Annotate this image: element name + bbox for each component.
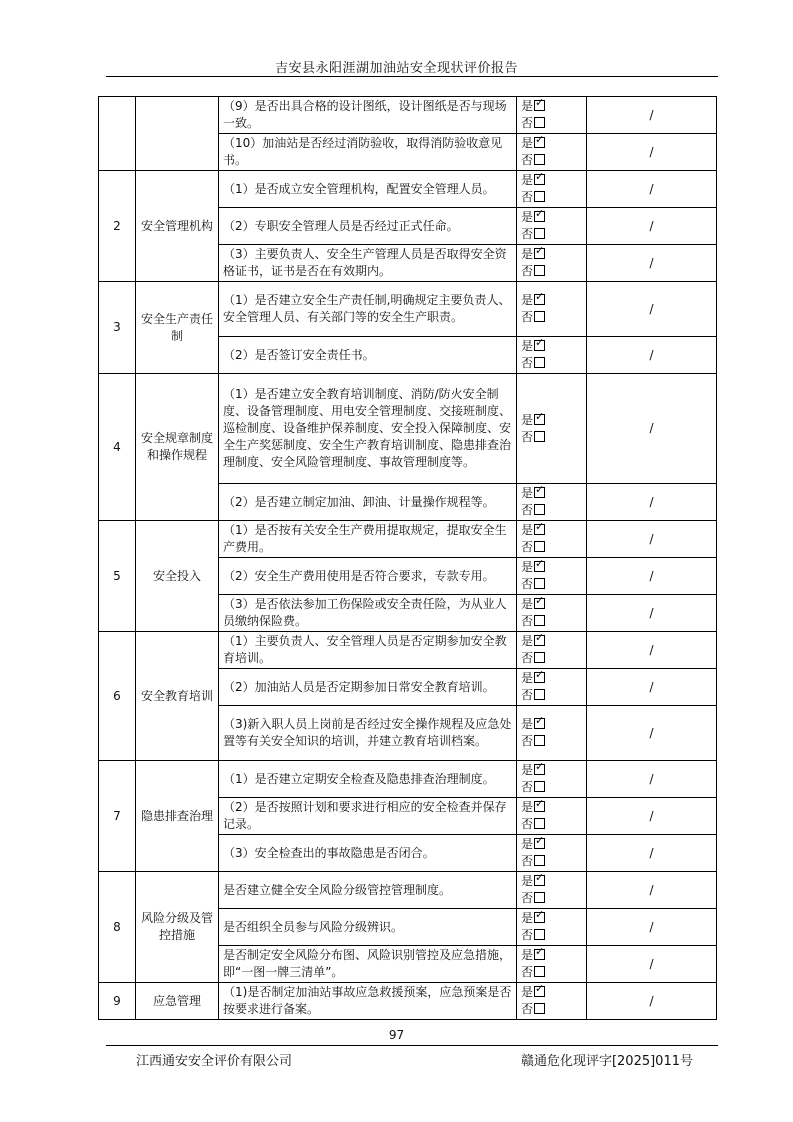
no-checkbox[interactable] — [534, 228, 545, 239]
no-checkbox[interactable] — [534, 311, 545, 322]
no-checkbox[interactable] — [534, 855, 545, 866]
yes-checkbox[interactable] — [534, 875, 545, 886]
table-row — [99, 632, 717, 669]
footer-company: 江西通安安全评价有限公司 — [136, 1054, 293, 1069]
footer-doc-code: 赣通危化现评字[2025]011号 — [520, 1054, 693, 1069]
yes-checkbox[interactable] — [534, 487, 545, 498]
yes-label: 是 — [521, 671, 534, 685]
remark-cell: / — [587, 134, 717, 171]
no-label: 否 — [521, 614, 534, 628]
yes-label: 是 — [521, 717, 534, 731]
remark-cell: / — [587, 798, 717, 835]
check-item-text: （2）加油站人员是否定期参加日常安全教育培训。 — [219, 669, 517, 706]
no-label: 否 — [521, 356, 534, 370]
result-cell — [517, 595, 587, 632]
no-checkbox[interactable] — [534, 892, 545, 903]
no-label: 否 — [521, 734, 534, 748]
row-number-cell: 8 — [99, 872, 136, 983]
check-item-text: （9）是否出具合格的设计图纸，设计图纸是否与现场一致。 — [219, 97, 517, 134]
check-item-text: （3）是否依法参加工伤保险或安全责任险，为从业人员缴纳保险费。 — [219, 595, 517, 632]
check-item-text: （1）是否建立安全生产责任制,明确规定主要负责人、安全管理人员、有关部门等的安全生产职责。 — [219, 282, 517, 337]
category-cell: 安全教育培训 — [136, 632, 219, 761]
yes-checkbox[interactable] — [534, 414, 545, 425]
table-row — [99, 761, 717, 798]
yes-label: 是 — [521, 247, 534, 261]
check-item-text: （2）是否建立制定加油、卸油、计量操作规程等。 — [219, 484, 517, 521]
result-cell — [517, 134, 587, 171]
yes-checkbox[interactable] — [534, 986, 545, 997]
result-cell — [517, 245, 587, 282]
result-cell — [517, 208, 587, 245]
row-number-cell: 4 — [99, 374, 136, 521]
row-number-cell: 2 — [99, 171, 136, 282]
remark-cell: / — [587, 595, 717, 632]
remark-cell: / — [587, 97, 717, 134]
no-checkbox[interactable] — [534, 735, 545, 746]
table-row — [99, 171, 717, 208]
yes-checkbox[interactable] — [534, 801, 545, 812]
yes-label: 是 — [521, 412, 534, 427]
result-cell — [517, 97, 587, 134]
yes-checkbox[interactable] — [534, 949, 545, 960]
row-number-cell: 7 — [99, 761, 136, 872]
category-cell: 安全投入 — [136, 521, 219, 632]
yes-label: 是 — [521, 293, 534, 307]
result-cell — [517, 282, 587, 337]
yes-checkbox[interactable] — [534, 718, 545, 729]
yes-checkbox[interactable] — [534, 635, 545, 646]
check-item-text: （10）加油站是否经过消防验收，取得消防验收意见书。 — [219, 134, 517, 171]
remark-cell: / — [587, 245, 717, 282]
check-item-text: （3）安全检查出的事故隐患是否闭合。 — [219, 835, 517, 872]
remark-cell: / — [587, 669, 717, 706]
row-number-cell: 3 — [99, 282, 136, 374]
result-cell — [517, 171, 587, 208]
table-row — [99, 374, 717, 484]
table-row — [99, 983, 717, 1020]
yes-checkbox[interactable] — [534, 764, 545, 775]
category-cell: 应急管理 — [136, 983, 219, 1020]
no-checkbox[interactable] — [534, 1003, 545, 1014]
result-cell — [517, 374, 587, 484]
yes-checkbox[interactable] — [534, 561, 545, 572]
yes-checkbox[interactable] — [534, 912, 545, 923]
no-label: 否 — [521, 817, 534, 831]
check-item-text: （1）是否建立定期安全检查及隐患排查治理制度。 — [219, 761, 517, 798]
report-header-title: 吉安县永阳涯湖加油站安全现状评价报告 — [274, 61, 518, 76]
no-checkbox[interactable] — [534, 818, 545, 829]
no-label: 否 — [521, 116, 534, 130]
result-cell — [517, 798, 587, 835]
yes-label: 是 — [521, 99, 534, 113]
no-label: 否 — [521, 540, 534, 554]
check-item-text: 是否建立健全安全风险分级管控管理制度。 — [219, 872, 517, 909]
yes-label: 是 — [521, 339, 534, 353]
no-checkbox[interactable] — [534, 689, 545, 700]
result-cell — [517, 521, 587, 558]
yes-label: 是 — [521, 634, 534, 648]
remark-cell: / — [587, 374, 717, 484]
no-checkbox[interactable] — [534, 541, 545, 552]
category-cell: 风险分级及管控措施 — [136, 872, 219, 983]
no-checkbox[interactable] — [534, 781, 545, 792]
check-item-text: 是否制定安全风险分布图、风险识别管控及应急措施，即“一图一牌三清单”。 — [219, 946, 517, 983]
check-item-text: （1）是否成立安全管理机构，配置安全管理人员。 — [219, 171, 517, 208]
evaluation-checklist-table — [98, 96, 717, 1020]
result-cell — [517, 706, 587, 761]
page-number: 97 — [388, 1028, 405, 1042]
check-item-text: （2）是否签订安全责任书。 — [219, 337, 517, 374]
remark-cell: / — [587, 835, 717, 872]
no-label: 否 — [521, 854, 534, 868]
remark-cell: / — [587, 484, 717, 521]
yes-checkbox[interactable] — [534, 598, 545, 609]
check-item-text: （1）主要负责人、安全管理人员是否定期参加安全教育培训。 — [219, 632, 517, 669]
category-cell: 安全管理机构 — [136, 171, 219, 282]
no-label: 否 — [521, 153, 534, 167]
no-checkbox[interactable] — [534, 615, 545, 626]
yes-label: 是 — [521, 560, 534, 574]
row-number-cell: 6 — [99, 632, 136, 761]
yes-label: 是 — [521, 837, 534, 851]
no-checkbox[interactable] — [534, 431, 545, 442]
remark-cell: / — [587, 282, 717, 337]
result-cell — [517, 632, 587, 669]
remark-cell: / — [587, 983, 717, 1020]
no-checkbox[interactable] — [534, 578, 545, 589]
remark-cell: / — [587, 558, 717, 595]
no-label: 否 — [521, 310, 534, 324]
check-item-text: （2）是否按照计划和要求进行相应的安全检查并保存记录。 — [219, 798, 517, 835]
result-cell — [517, 761, 587, 798]
check-item-text: （2）专职安全管理人员是否经过正式任命。 — [219, 208, 517, 245]
check-item-text: （2）安全生产费用使用是否符合要求，专款专用。 — [219, 558, 517, 595]
result-cell — [517, 872, 587, 909]
yes-checkbox[interactable] — [534, 211, 545, 222]
yes-checkbox[interactable] — [534, 838, 545, 849]
yes-label: 是 — [521, 173, 534, 187]
check-item-text: （3)新入职人员上岗前是否经过安全操作规程及应急处置等有关安全知识的培训，并建立教育培训档案。 — [219, 706, 517, 761]
remark-cell: / — [587, 632, 717, 669]
no-label: 否 — [521, 190, 534, 204]
result-cell — [517, 337, 587, 374]
no-label: 否 — [521, 965, 534, 979]
no-label: 否 — [521, 928, 534, 942]
table-row — [99, 521, 717, 558]
table-row — [99, 282, 717, 337]
result-cell — [517, 558, 587, 595]
yes-checkbox[interactable] — [534, 100, 545, 111]
yes-label: 是 — [521, 874, 534, 888]
yes-checkbox[interactable] — [534, 340, 545, 351]
yes-label: 是 — [521, 523, 534, 537]
no-label: 否 — [521, 503, 534, 517]
no-checkbox[interactable] — [534, 265, 545, 276]
yes-checkbox[interactable] — [534, 248, 545, 259]
check-item-text: 是否组织全员参与风险分级辨识。 — [219, 909, 517, 946]
remark-cell: / — [587, 872, 717, 909]
check-item-text: （1）是否按有关安全生产费用提取规定，提取安全生产费用。 — [219, 521, 517, 558]
row-number-cell — [99, 97, 136, 171]
no-label: 否 — [521, 227, 534, 241]
yes-label: 是 — [521, 597, 534, 611]
yes-label: 是 — [521, 136, 534, 150]
no-label: 否 — [521, 688, 534, 702]
no-checkbox[interactable] — [534, 929, 545, 940]
remark-cell: / — [587, 946, 717, 983]
result-cell — [517, 669, 587, 706]
no-checkbox[interactable] — [534, 357, 545, 368]
result-cell — [517, 983, 587, 1020]
remark-cell: / — [587, 761, 717, 798]
check-item-text: （1）是否建立安全教育培训制度、消防/防火安全制度、设备管理制度、用电安全管理制度、交接班制度、巡检制度、设备维护保养制度、安全投入保障制度、安全生产奖惩制度、安全生产教育培训制度、隐患排查治理制度、安全风险管理制度、事故管理制度等。 — [219, 374, 517, 484]
no-label: 否 — [521, 264, 534, 278]
yes-label: 是 — [521, 763, 534, 777]
no-label: 否 — [521, 780, 534, 794]
no-checkbox[interactable] — [534, 191, 545, 202]
yes-label: 是 — [521, 486, 534, 500]
remark-cell: / — [587, 521, 717, 558]
remark-cell: / — [587, 909, 717, 946]
yes-checkbox[interactable] — [534, 174, 545, 185]
result-cell — [517, 946, 587, 983]
yes-checkbox[interactable] — [534, 672, 545, 683]
row-number-cell: 9 — [99, 983, 136, 1020]
no-checkbox[interactable] — [534, 154, 545, 165]
yes-label: 是 — [521, 985, 534, 999]
yes-label: 是 — [521, 948, 534, 962]
remark-cell: / — [587, 337, 717, 374]
no-label: 否 — [521, 577, 534, 591]
footer-divider — [106, 1045, 718, 1046]
remark-cell: / — [587, 171, 717, 208]
row-number-cell: 5 — [99, 521, 136, 632]
category-cell: 安全生产责任制 — [136, 282, 219, 374]
header-divider — [106, 76, 718, 77]
yes-checkbox[interactable] — [534, 294, 545, 305]
no-label: 否 — [521, 651, 534, 665]
category-cell: 隐患排查治理 — [136, 761, 219, 872]
category-cell: 安全规章制度和操作规程 — [136, 374, 219, 521]
no-checkbox[interactable] — [534, 652, 545, 663]
remark-cell: / — [587, 706, 717, 761]
no-checkbox[interactable] — [534, 117, 545, 128]
check-item-text: （1)是否制定加油站事故应急救援预案，应急预案是否按要求进行备案。 — [219, 983, 517, 1020]
yes-label: 是 — [521, 911, 534, 925]
result-cell — [517, 909, 587, 946]
yes-checkbox[interactable] — [534, 137, 545, 148]
yes-label: 是 — [521, 210, 534, 224]
remark-cell: / — [587, 208, 717, 245]
result-cell — [517, 484, 587, 521]
no-label: 否 — [521, 891, 534, 905]
check-item-text: （3）主要负责人、安全生产管理人员是否取得安全资格证书，证书是否在有效期内。 — [219, 245, 517, 282]
result-cell — [517, 835, 587, 872]
table-row — [99, 97, 717, 134]
yes-label: 是 — [521, 800, 534, 814]
yes-checkbox[interactable] — [534, 524, 545, 535]
no-checkbox[interactable] — [534, 504, 545, 515]
category-cell — [136, 97, 219, 171]
no-label: 否 — [521, 1002, 534, 1016]
no-label: 否 — [521, 429, 534, 444]
table-row — [99, 872, 717, 909]
no-checkbox[interactable] — [534, 966, 545, 977]
